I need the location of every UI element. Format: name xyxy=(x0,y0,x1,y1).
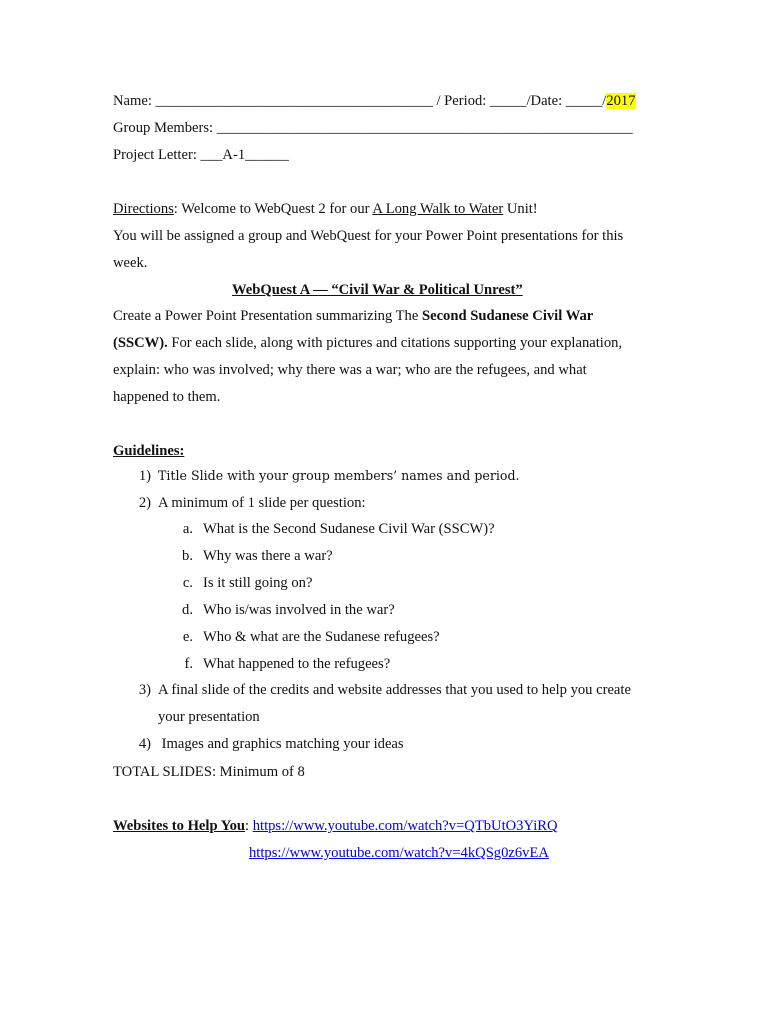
guideline-text: Title Slide with your group members’ names and period. xyxy=(158,468,520,483)
guideline-item xyxy=(0,495,768,513)
guideline-item-continuation xyxy=(0,709,768,727)
directions-label: Directions xyxy=(113,201,174,217)
year-highlight: 2017 xyxy=(606,93,636,109)
subitem-text: Who is/was involved in the war? xyxy=(203,602,395,618)
name-label: Name: ______________________________________ / Period: _____/Date: _____/ xyxy=(113,93,607,109)
subitem-text: Why was there a war? xyxy=(203,548,333,564)
subitem-letter: c. xyxy=(182,575,193,591)
subitem-letter: f. xyxy=(184,656,193,672)
directions-line-3: week. xyxy=(113,255,148,271)
website-link-line-2 xyxy=(249,844,549,862)
guideline-subitem xyxy=(0,521,768,539)
group-members-line: Group Members: _________________________________________________________ xyxy=(113,120,633,136)
guideline-subitem xyxy=(0,575,768,593)
directions-text-a: : Welcome to WebQuest 2 for our xyxy=(173,201,373,217)
name-period-date-line xyxy=(113,92,636,110)
subitem-text: What is the Second Sudanese Civil War (SSCW)? xyxy=(203,521,495,537)
subitem-text: Who & what are the Sudanese refugees? xyxy=(203,629,440,645)
subitem-text: Is it still going on? xyxy=(203,575,313,591)
guideline-text: Images and graphics matching your ideas xyxy=(158,736,404,752)
subitem-text: What happened to the refugees? xyxy=(203,656,391,672)
guideline-text: A minimum of 1 slide per question: xyxy=(158,495,366,511)
total-slides: TOTAL SLIDES: Minimum of 8 xyxy=(113,764,305,780)
subitem-letter: b. xyxy=(182,548,193,564)
guideline-number: 1) xyxy=(138,468,151,484)
webquest-p1-text: Create a Power Point Presentation summarizing The xyxy=(113,308,422,324)
webquest-paragraph-line-3: explain: who was involved; why there was a war; who are the refugees, and what xyxy=(113,362,587,378)
directions-line xyxy=(113,200,538,218)
subitem-letter: a. xyxy=(182,521,193,537)
websites-line xyxy=(113,817,558,835)
guideline-subitem xyxy=(0,548,768,566)
guidelines-heading: Guidelines: xyxy=(113,443,185,459)
webquest-paragraph-line-2 xyxy=(113,334,622,352)
subitem-letter: d. xyxy=(182,602,193,618)
directions-text-b: Unit! xyxy=(503,201,538,217)
guideline-number: 3) xyxy=(138,682,151,698)
youtube-link-1[interactable]: https://www.youtube.com/watch?v=QTbUtO3YiRQ xyxy=(252,818,558,834)
youtube-link-2[interactable]: https://www.youtube.com/watch?v=4kQSg0z6vEA xyxy=(249,845,549,861)
webquest-p2-bold: (SSCW). xyxy=(113,335,168,351)
directions-line-2: You will be assigned a group and WebQuest for your Power Point presentations for this xyxy=(113,228,624,244)
webquest-title: WebQuest A — “Civil War & Political Unrest” xyxy=(232,282,523,298)
websites-label: Websites to Help You xyxy=(113,818,246,834)
subitem-letter: e. xyxy=(182,629,193,645)
guideline-number: 4) xyxy=(138,736,151,752)
project-letter-line: Project Letter: ___A-1______ xyxy=(113,147,289,163)
guideline-item xyxy=(0,468,768,486)
guideline-item xyxy=(0,736,768,754)
guideline-subitem xyxy=(0,602,768,620)
guideline-text: your presentation xyxy=(158,709,260,725)
guideline-subitem xyxy=(0,656,768,674)
guideline-subitem xyxy=(0,629,768,647)
guideline-number: 2) xyxy=(138,495,151,511)
book-title: A Long Walk to Water xyxy=(372,201,504,217)
webquest-paragraph-line-1 xyxy=(113,307,593,325)
webquest-p2-text: For each slide, along with pictures and citations supporting your explanation, xyxy=(167,335,623,351)
guideline-item xyxy=(0,682,768,700)
websites-colon: : xyxy=(245,818,253,834)
webquest-paragraph-line-4: happened to them. xyxy=(113,389,221,405)
webquest-p1-bold: Second Sudanese Civil War xyxy=(421,308,594,324)
guideline-text: A final slide of the credits and website addresses that you used to help you create xyxy=(158,682,631,698)
